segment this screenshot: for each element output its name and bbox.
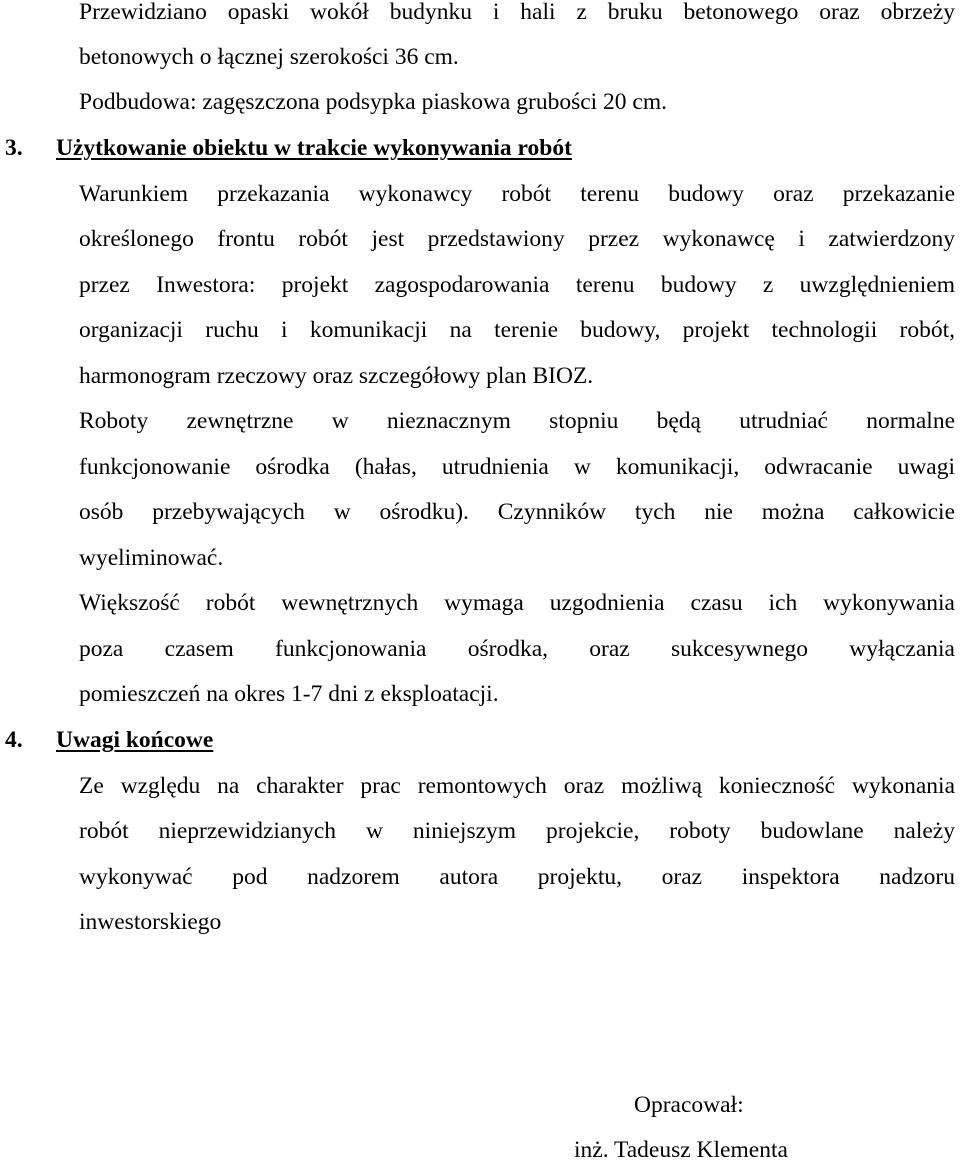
- section-3-p3-line-1: Większość robót wewnętrznych wymaga uzgodnienia czasu ich wykonywania: [79, 590, 955, 616]
- section-4-title: Uwagi końcowe: [56, 727, 214, 753]
- section-3-p3-line-2: poza czasem funkcjonowania ośrodka, oraz sukcesywnego wyłączania: [79, 636, 955, 662]
- section-4-p1-line-1: Ze względu na charakter prac remontowych oraz możliwą konieczność wykonania: [79, 773, 955, 799]
- section-3-p2-line-1: Roboty zewnętrzne w nieznacznym stopniu będą utrudniać normalne: [79, 408, 955, 434]
- section-3-title: Użytkowanie obiektu w trakcie wykonywania robót: [56, 135, 572, 161]
- intro-line-3: Podbudowa: zagęszczona podsypka piaskowa grubości 20 cm.: [79, 89, 668, 115]
- signature-name: inż. Tadeusz Klementa: [574, 1137, 788, 1163]
- section-3-p3-line-3: pomieszczeń na okres 1-7 dni z eksploatacji.: [79, 681, 499, 707]
- section-4-number: 4.: [5, 727, 23, 753]
- section-4-p1-line-2: robót nieprzewidzianych w niniejszym projekcie, roboty budowlane należy: [79, 818, 955, 844]
- section-3-p1-line-2: określonego frontu robót jest przedstawiony przez wykonawcę i zatwierdzony: [79, 226, 955, 252]
- intro-line-2: betonowych o łącznej szerokości 36 cm.: [79, 44, 459, 70]
- signature-label: Opracował:: [634, 1092, 744, 1118]
- section-3-p1-line-1: Warunkiem przekazania wykonawcy robót terenu budowy oraz przekazanie: [79, 181, 955, 207]
- section-3-number: 3.: [5, 135, 23, 161]
- section-3-p2-line-2: funkcjonowanie ośrodka (hałas, utrudnienia w komunikacji, odwracanie uwagi: [79, 454, 955, 480]
- section-3-p2-line-4: wyeliminować.: [79, 545, 224, 571]
- section-4-p1-line-4: inwestorskiego: [79, 909, 222, 935]
- intro-line-1: Przewidziano opaski wokół budynku i hali z bruku betonowego oraz obrzeży: [79, 0, 955, 25]
- section-3-p2-line-3: osób przebywających w ośrodku). Czynników tych nie można całkowicie: [79, 499, 955, 525]
- section-3-p1-line-3: przez Inwestora: projekt zagospodarowania terenu budowy z uwzględnieniem: [79, 272, 955, 298]
- section-3-p1-line-5: harmonogram rzeczowy oraz szczegółowy plan BIOZ.: [79, 363, 594, 389]
- section-3-p1-line-4: organizacji ruchu i komunikacji na terenie budowy, projekt technologii robót,: [79, 317, 955, 343]
- section-4-p1-line-3: wykonywać pod nadzorem autora projektu, oraz inspektora nadzoru: [79, 864, 955, 890]
